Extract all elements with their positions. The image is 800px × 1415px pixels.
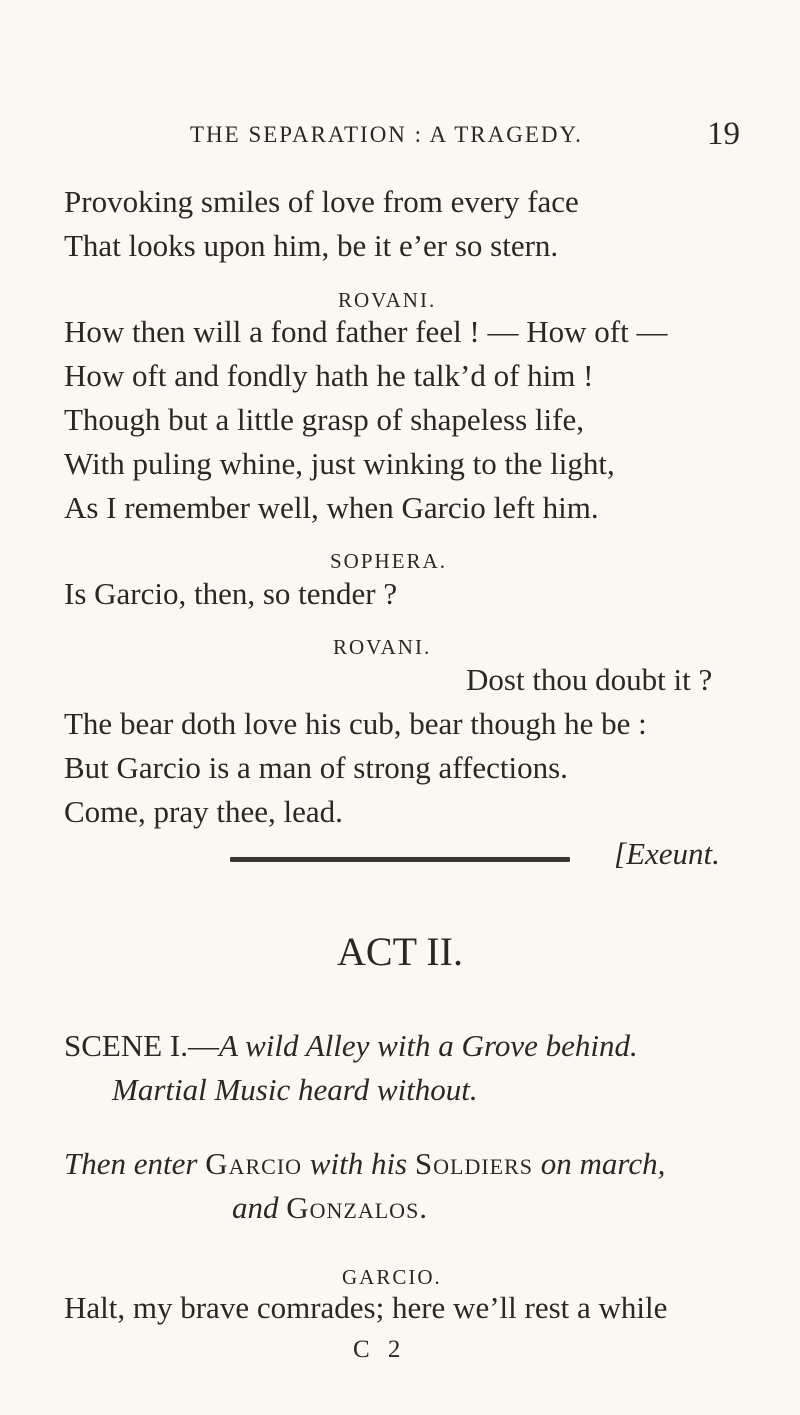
speaker-name: SOPHERA. xyxy=(330,549,447,573)
running-header xyxy=(190,116,740,152)
character-name: Garcio xyxy=(205,1146,303,1181)
verse-line: Though but a little grasp of shapeless life, xyxy=(64,402,584,437)
verse-line: The bear doth love his cub, bear though he be : xyxy=(64,706,647,741)
stage-direction xyxy=(232,1192,428,1223)
verse-line: That looks upon him, be it e’er so stern. xyxy=(64,228,559,263)
verse-line: With puling whine, just winking to the light, xyxy=(64,446,615,481)
signature-mark: C 2 xyxy=(353,1336,407,1363)
act-heading: ACT II. xyxy=(337,929,463,974)
stage-direction-text: Then enter xyxy=(64,1146,206,1181)
stage-direction-text: and xyxy=(232,1190,287,1225)
stage-direction xyxy=(64,1148,665,1179)
scene-label: SCENE I.— xyxy=(64,1028,219,1063)
verse-line: Come, pray thee, lead. xyxy=(64,794,343,829)
verse-line: But Garcio is a man of strong affections. xyxy=(64,750,568,785)
verse-line: Provoking smiles of love from every face xyxy=(64,184,579,219)
verse-line: As I remember well, when Garcio left him. xyxy=(64,490,599,525)
character-name: Soldiers xyxy=(414,1146,534,1181)
stage-direction-exeunt: [Exeunt. xyxy=(614,836,720,871)
verse-line: Is Garcio, then, so tender ? xyxy=(64,576,398,611)
character-name: Gonzalos. xyxy=(286,1190,429,1225)
verse-line: How then will a fond father feel ! — How oft — xyxy=(64,314,668,349)
running-title: THE SEPARATION : A TRAGEDY. xyxy=(190,122,583,147)
section-divider xyxy=(230,857,570,862)
speaker-name: GARCIO. xyxy=(342,1265,442,1289)
scene-description: A wild Alley with a Grove behind. xyxy=(219,1028,638,1063)
speaker-name: ROVANI. xyxy=(338,288,437,312)
stage-direction-text: with his xyxy=(302,1146,415,1181)
scene-heading xyxy=(64,1030,638,1061)
stage-direction-text: on march, xyxy=(533,1146,666,1181)
verse-line: How oft and fondly hath he talk’d of him ! xyxy=(64,358,594,393)
verse-line: Halt, my brave comrades; here we’ll rest a while xyxy=(64,1290,668,1325)
scene-description-continued: Martial Music heard without. xyxy=(112,1072,478,1107)
verse-line: Dost thou doubt it ? xyxy=(466,662,713,697)
page-number: 19 xyxy=(707,116,740,152)
speaker-name: ROVANI. xyxy=(333,635,432,659)
